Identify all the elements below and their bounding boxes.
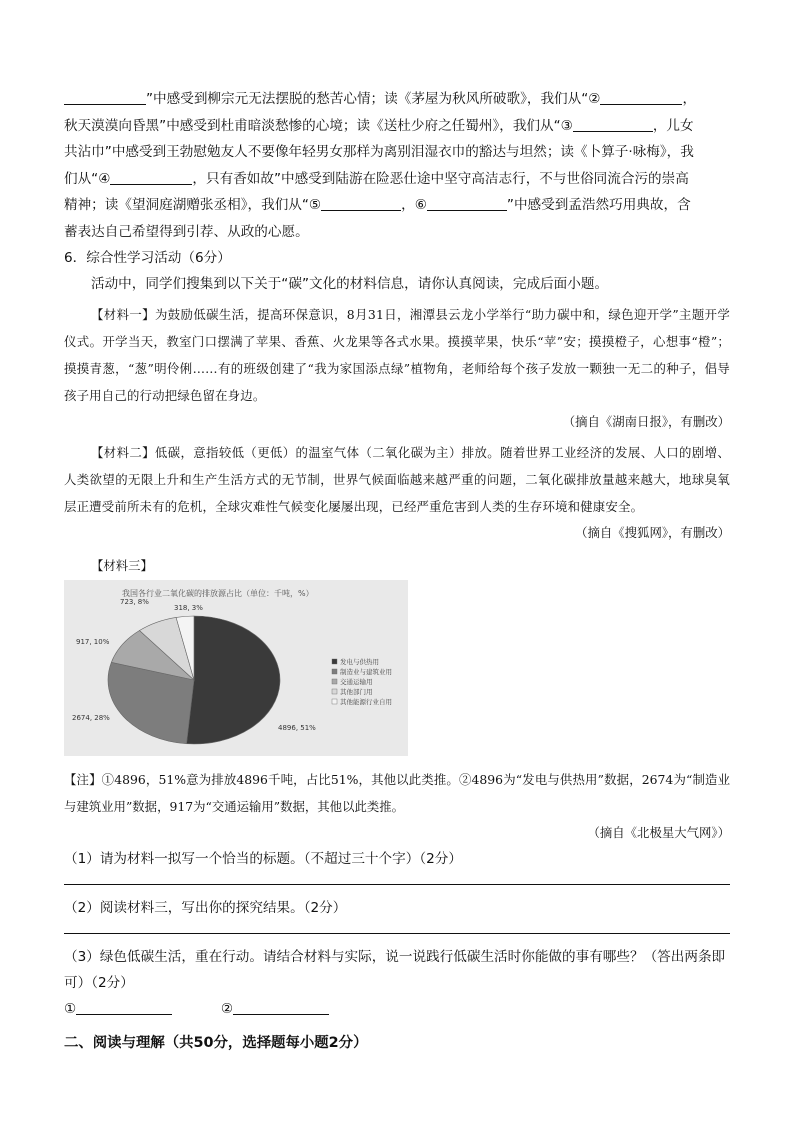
poem-line-2: 秋天漠漠向昏黑”中感受到杜甫暗淡愁惨的心境；读《送杜少府之任蜀州》，我们从“③ ，儿女: [64, 113, 730, 140]
material-3-note: 【注】①4896，51%意为排放4896千吨，占比51%，其他以此类推。②4896为“发电与供热用”数据，2674为“制造业与建筑业用”数据，917为“交通运输用”数据，其他以此类推。: [64, 772, 730, 814]
legend-label-5: 其他能源行业自用: [340, 698, 392, 706]
poem-line-3: 共沾巾”中感受到王勃慰勉友人不要像年轻男女那样为离别泪湿衣巾的豁达与坦然；读《卜算子·咏梅》，我: [64, 144, 694, 160]
blank-5[interactable]: [321, 194, 401, 211]
material-1: [64, 301, 730, 409]
material-3-source: （摘自《北极星大气网》）: [587, 825, 730, 840]
page: [64, 86, 730, 1056]
pie-slices: [108, 616, 280, 744]
answer-blank-3b[interactable]: [233, 1000, 329, 1015]
answer-line-2[interactable]: [64, 921, 730, 934]
pie-chart-svg: [64, 580, 408, 756]
answer-line-1[interactable]: [64, 872, 730, 885]
legend-swatch-3: [332, 679, 337, 684]
section-2-heading: 二、阅读与理解（共50分，选择题每小题2分）: [64, 1035, 368, 1051]
poem-line-6: 蓄表达自己希望得到引荐、从政的心愿。: [64, 223, 309, 240]
pie-legend: [332, 657, 392, 706]
blank-2[interactable]: [600, 88, 682, 105]
legend-label-4: 其他部门用: [340, 688, 373, 696]
pie-data-label-2: 2674, 28%: [72, 714, 110, 722]
legend-swatch-2: [332, 669, 337, 674]
blank-3[interactable]: [573, 115, 653, 132]
pie-data-label-5: 318, 3%: [174, 604, 203, 612]
subquestion-3: （3）绿色低碳生活，重在行动。请结合材料与实际，说一说践行低碳生活时你能做的事有哪些？（答出两条即可）（2分）: [64, 949, 726, 991]
poem-line-1: ”中感受到柳宗元无法摆脱的愁苦心情；读《茅屋为秋风所破歌》，我们从“② ，: [64, 86, 730, 113]
legend-label-1: 发电与供热用: [340, 658, 379, 666]
material-3-label: 【材料三】: [91, 558, 153, 573]
legend-swatch-4: [332, 689, 337, 694]
material-1-label: 【材料一】: [91, 307, 155, 322]
material-2-text: 低碳，意指较低（更低）的温室气体（二氧化碳为主）排放。随着世界工业经济的发展、人口的剧增、人类欲望的无限上升和生产生活方式的无节制，世界气候面临越来越严重的问题，二氧化碳排放量越来越大，地球臭氧层正遭受前所未有的危机，全球灾难性气候变化屡屡出现，已经严重危害到人类的生存环境和健康安全。: [64, 445, 731, 514]
legend-label-2: 制造业与建筑业用: [340, 668, 392, 676]
pie-data-label-1: 4896, 51%: [278, 724, 316, 732]
subquestion-2: （2）阅读材料三，写出你的探究结果。（2分）: [64, 900, 347, 916]
pie-chart: [64, 580, 408, 756]
material-2-source: （摘自《搜狐网》，有删改）: [575, 525, 730, 540]
answer-blank-3a[interactable]: [76, 1000, 172, 1015]
material-2: [64, 439, 730, 520]
poem-line-4: 们从“④ ，只有香如故”中感受到陆游在险恶仕途中坚守高洁志行，不与世俗同流合污的崇高: [64, 166, 730, 193]
blank-1[interactable]: [64, 88, 146, 105]
pie-data-label-3: 917, 10%: [76, 638, 110, 646]
blank-6[interactable]: [427, 194, 507, 211]
legend-label-3: 交通运输用: [340, 678, 373, 686]
q6-intro: 活动中，同学们搜集到以下关于“碳”文化的材料信息，请你认真阅读，完成后面小题。: [91, 276, 609, 292]
material-2-label: 【材料二】: [91, 445, 155, 460]
answer-row-3: ① ②: [64, 996, 730, 1022]
legend-swatch-1: [332, 659, 337, 664]
subquestion-1: （1）请为材料一拟写一个恰当的标题。（不超过三十个字）（2分）: [64, 851, 462, 867]
pie-slice-1: [187, 616, 280, 744]
material-1-source: （摘自《湖南日报》，有删改）: [562, 414, 730, 429]
pie-data-label-4: 723, 8%: [120, 598, 149, 606]
blank-4[interactable]: [110, 168, 192, 185]
legend-swatch-5: [332, 699, 337, 704]
material-1-text: 为鼓励低碳生活，提高环保意识，8月31日，湘潭县云龙小学举行“助力碳中和，绿色迎开学”主题开学仪式。开学当天，教室门口摆满了苹果、香蕉、火龙果等各式水果。摸摸苹果，快乐“苹”安；摸摸橙子，心想事“橙”；摸摸青葱，“葱”明伶俐……有的班级创建了“我为家国添点绿”植物角，老师给每个孩子发放一颗独一无二的种子，倡导孩子用自己的行动把绿色留在身边。: [64, 307, 731, 403]
chart-title: 我国各行业二氧化碳的排放源占比（单位：千吨，%）: [122, 589, 314, 598]
q6-title: 6．综合性学习活动（6分）: [64, 250, 231, 266]
poem-line-5: 精神；读《望洞庭湖赠张丞相》，我们从“⑤ ，⑥ ”中感受到孟浩然巧用典故，含: [64, 192, 730, 219]
